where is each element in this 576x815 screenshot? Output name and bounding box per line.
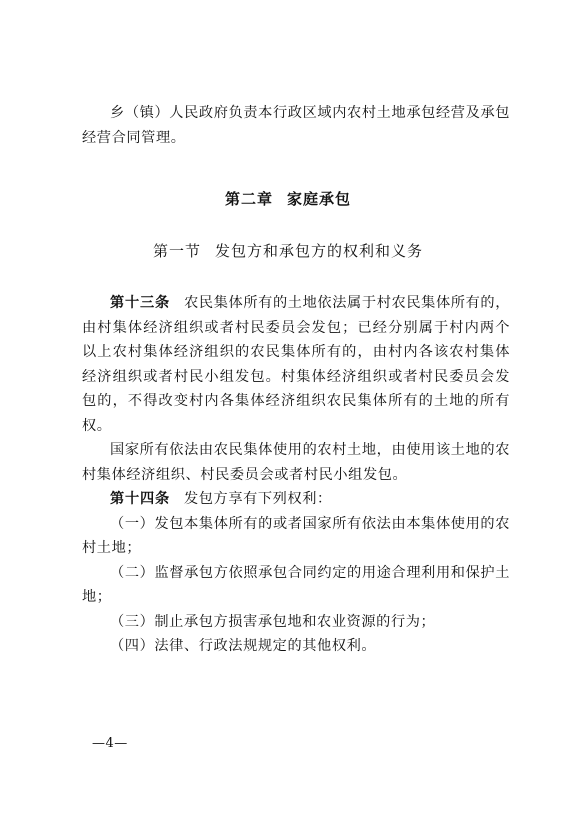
article-14-item-4: （四）法律、行政法规规定的其他权利。 — [110, 638, 377, 654]
article-14-item-1: （一）发包本集体所有的或者国家所有依法由本集体使用的农村土地； — [82, 515, 510, 556]
section-heading — [0, 240, 576, 261]
article-13-paragraph-1 — [82, 291, 510, 438]
chapter-heading — [0, 188, 576, 209]
article-14-item-2: （二）监督承包方依照承包合同约定的用途合理利用和保护土地； — [82, 564, 510, 605]
section-title: 发包方和承包方的权利和义务 — [215, 242, 424, 260]
chapter-number: 第二章 — [224, 190, 273, 208]
article-14-paragraph — [82, 487, 510, 512]
intro-paragraph: 乡（镇）人民政府负责本行政区域内农村土地承包经营及承包经营合同管理。 — [82, 105, 510, 146]
page-number: —4— — [92, 736, 128, 751]
article-13-paragraph-2: 国家所有依法由农民集体使用的农村土地，由使用该土地的农村集体经济组织、村民委员会或者村民小组发包。 — [82, 442, 510, 483]
article-14-label: 第十四条 — [110, 491, 170, 507]
intro-block — [82, 101, 510, 150]
article-13-text-1: 农民集体所有的土地依法属于村农民集体所有的，由村集体经济组织或者村民委员会发包；已经分别属于村内两个以上农村集体经济组织的农民集体所有的，由村内各该农村集体经济组织或者村民小组发包。村集体经济组织或者村民委员会发包的，不得改变村内各集体经济组织农民集体所有的土地的所有权。 — [82, 295, 510, 434]
section-number: 第一节 — [152, 242, 201, 260]
article-14-intro: 发包方享有下列权利： — [183, 491, 332, 507]
article-13-label: 第十三条 — [110, 295, 171, 311]
chapter-title: 家庭承包 — [287, 190, 352, 208]
articles-block — [82, 291, 510, 659]
article-14-item-3: （三）制止承包方损害承包地和农业资源的行为； — [110, 613, 436, 630]
